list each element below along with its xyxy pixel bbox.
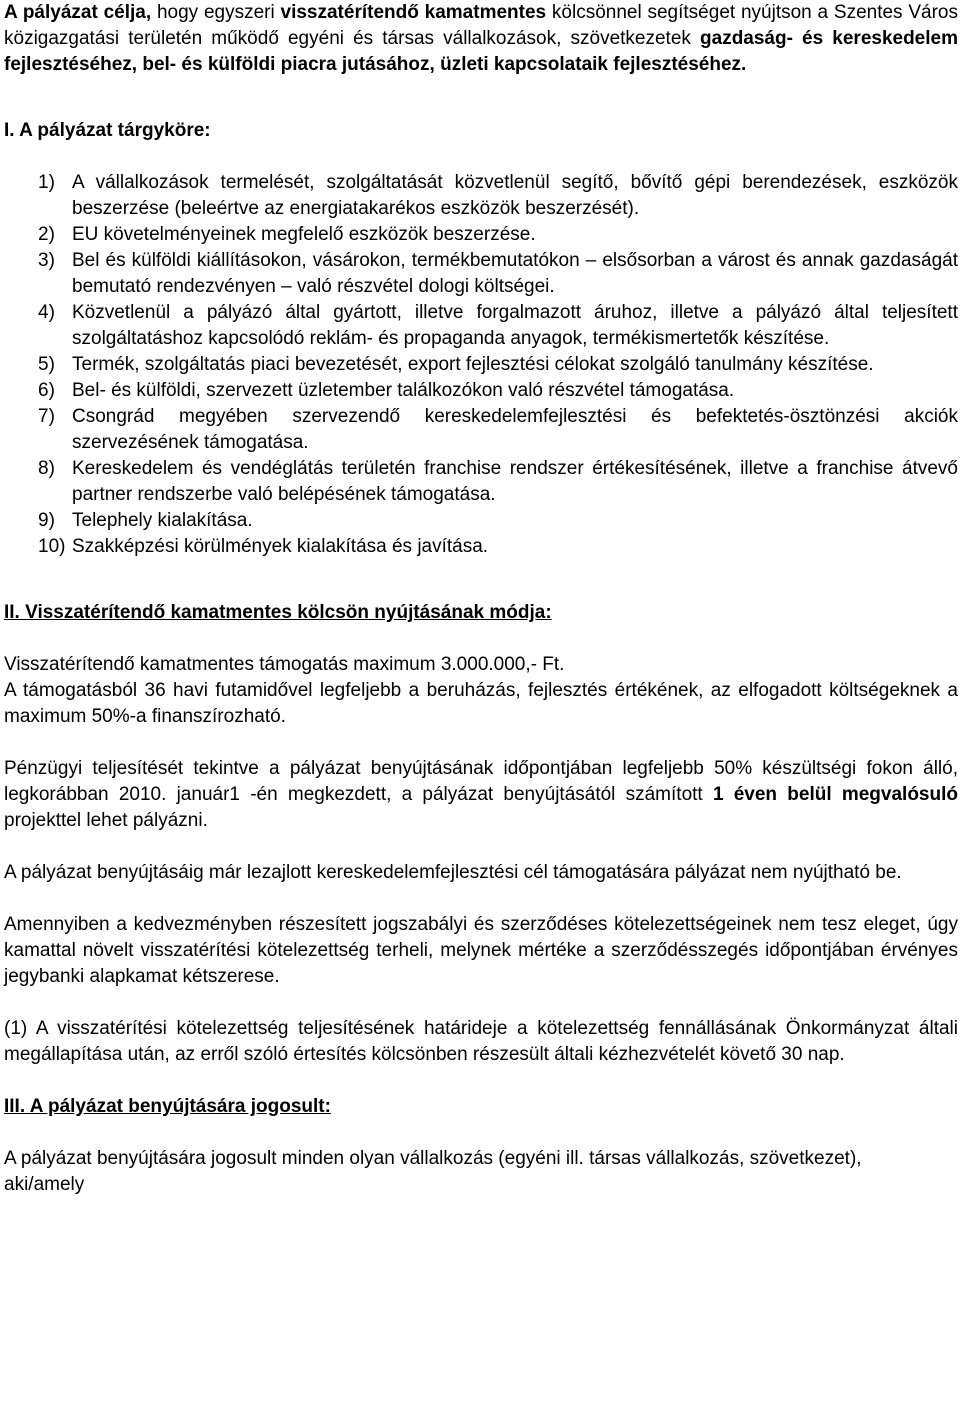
completion-text-2: projekttel lehet pályázni. [4,810,208,831]
list-item [4,508,958,534]
list-item-number: 7) [38,406,55,427]
section-3-title-text: III. A pályázat benyújtására jogosult: [4,1096,331,1117]
spacer [4,834,958,860]
intro-text-1: hogy egyszeri [151,2,281,23]
spacer [4,78,958,118]
list-item-text: Szakképzési körülmények kialakítása és javítása. [72,536,489,557]
list-item-number: 8) [38,458,55,479]
section-2-penalty: Amennyiben a kedvezményben részesített jogszabályi és szerződéses kötelezettségeinek nem tesz eleget, úgy kamattal növelt visszatérítési kötelezettség terheli, melynek mértéke a szerződésszegés időpontjában érvényes jegybanki alapkamat kétszerese. [4,914,958,987]
list-item [4,534,958,560]
spacer [4,626,958,652]
intro-lead: A pályázat célja, [4,2,152,23]
intro-bold-2: gazdaság- és kereskedelem fejlesztéséhez, bel- és külföldi piacra jutásához, üzleti kapcsolataik fejlesztéséhez. [4,28,958,75]
section-3-title [4,1094,958,1120]
spacer [4,886,958,912]
list-item-text: Csongrád megyében szervezendő kereskedelemfejlesztési és befektetés-ösztönzési akciók szervezésének támogatása. [72,406,958,453]
list-item-text: Bel és külföldi kiállításokon, vásárokon, termékbemutatókon – elsősorban a várost és annak gazdaságát bemutató rendezvényen – való részvétel dologi költségei. [72,250,958,297]
document-page [4,0,958,1198]
topic-list [4,170,958,560]
list-item-number: 10) [38,536,66,557]
list-item-text: A vállalkozások termelését, szolgáltatását közvetlenül segítő, bővítő gépi berendezések, eszközök beszerzése (beleértve az energiatakarékos eszközök beszerzését). [72,172,958,219]
list-item-text: Közvetlenül a pályázó által gyártott, illetve forgalmazott áruhoz, illetve a pályázó által teljesített szolgáltatáshoz kapcsolódó reklám- és propaganda anyagok, termékismertetők készítése. [72,302,958,349]
list-item [4,248,958,300]
list-item-text: Termék, szolgáltatás piaci bevezetését, export fejlesztési célokat szolgáló tanulmány készítése. [72,354,874,375]
section-2-completion [4,756,958,834]
section-2-financing: A támogatásból 36 havi futamidővel legfeljebb a beruházás, fejlesztés értékének, az elfogadott költségeknek a maximum 50%-a finanszírozható. [4,680,958,727]
section-2-title [4,600,958,626]
spacer [4,730,958,756]
list-item-text: Kereskedelem és vendéglátás területén franchise rendszer értékesítésének, illetve a franchise átvevő partner rendszerbe való belépésének támogatása. [72,458,958,505]
list-item-number: 5) [38,354,55,375]
list-item [4,300,958,352]
intro-bold-1: visszatérítendő kamatmentes [280,2,547,23]
spacer [4,560,958,600]
list-item [4,456,958,508]
spacer [4,990,958,1016]
list-item-text: Bel- és külföldi, szervezett üzletember találkozókon való részvétel támogatása. [72,380,735,401]
section-2-title-text: II. Visszatérítendő kamatmentes kölcsön nyújtásának módja: [4,602,552,623]
list-item-number: 3) [38,250,55,271]
list-item [4,170,958,222]
spacer [4,144,958,170]
list-item-number: 1) [38,172,55,193]
intro-paragraph [4,0,958,78]
section-3-who: aki/amely [4,1174,85,1195]
list-item-number: 4) [38,302,55,323]
completion-bold: 1 éven belül megvalósuló [712,784,958,805]
list-item-text: Telephely kialakítása. [72,510,253,531]
completion-text-1: Pénzügyi teljesítését tekintve a pályázat benyújtásának időpontjában legfeljebb 50% készültségi fokon álló, legkorábban 2010. január1 -én megkezdett, a pályázat benyújtásától számított [4,758,958,805]
section-2-exclusion: A pályázat benyújtásáig már lezajlott kereskedelemfejlesztési cél támogatására pályázat nem nyújtható be. [4,862,902,883]
spacer [4,1120,958,1146]
list-item [4,352,958,378]
section-2-deadline: (1) A visszatérítési kötelezettség teljesítésének határideje a kötelezettség fennállásának Önkormányzat általi megállapítása után, az erről szóló értesítés kölcsönben részesült általi kézhezvételét követő 30 nap. [4,1018,958,1065]
list-item-text: EU követelményeinek megfelelő eszközök beszerzése. [72,224,536,245]
list-item-number: 6) [38,380,55,401]
list-item [4,378,958,404]
list-item-number: 9) [38,510,55,531]
section-2-amount: Visszatérítendő kamatmentes támogatás maximum 3.000.000,- Ft. [4,654,565,675]
list-item [4,404,958,456]
list-item [4,222,958,248]
section-3-eligibility: A pályázat benyújtására jogosult minden olyan vállalkozás (egyéni ill. társas vállalkozás, szövetkezet), [4,1148,862,1169]
spacer [4,1068,958,1094]
list-item-number: 2) [38,224,55,245]
section-1-title: I. A pályázat tárgyköre: [4,120,211,141]
intro-text-2: kölcsönnel segítséget nyújtson a Szentes Város közigazgatási területén működő egyéni és társas vállalkozások, szövetkezetek [4,2,958,49]
